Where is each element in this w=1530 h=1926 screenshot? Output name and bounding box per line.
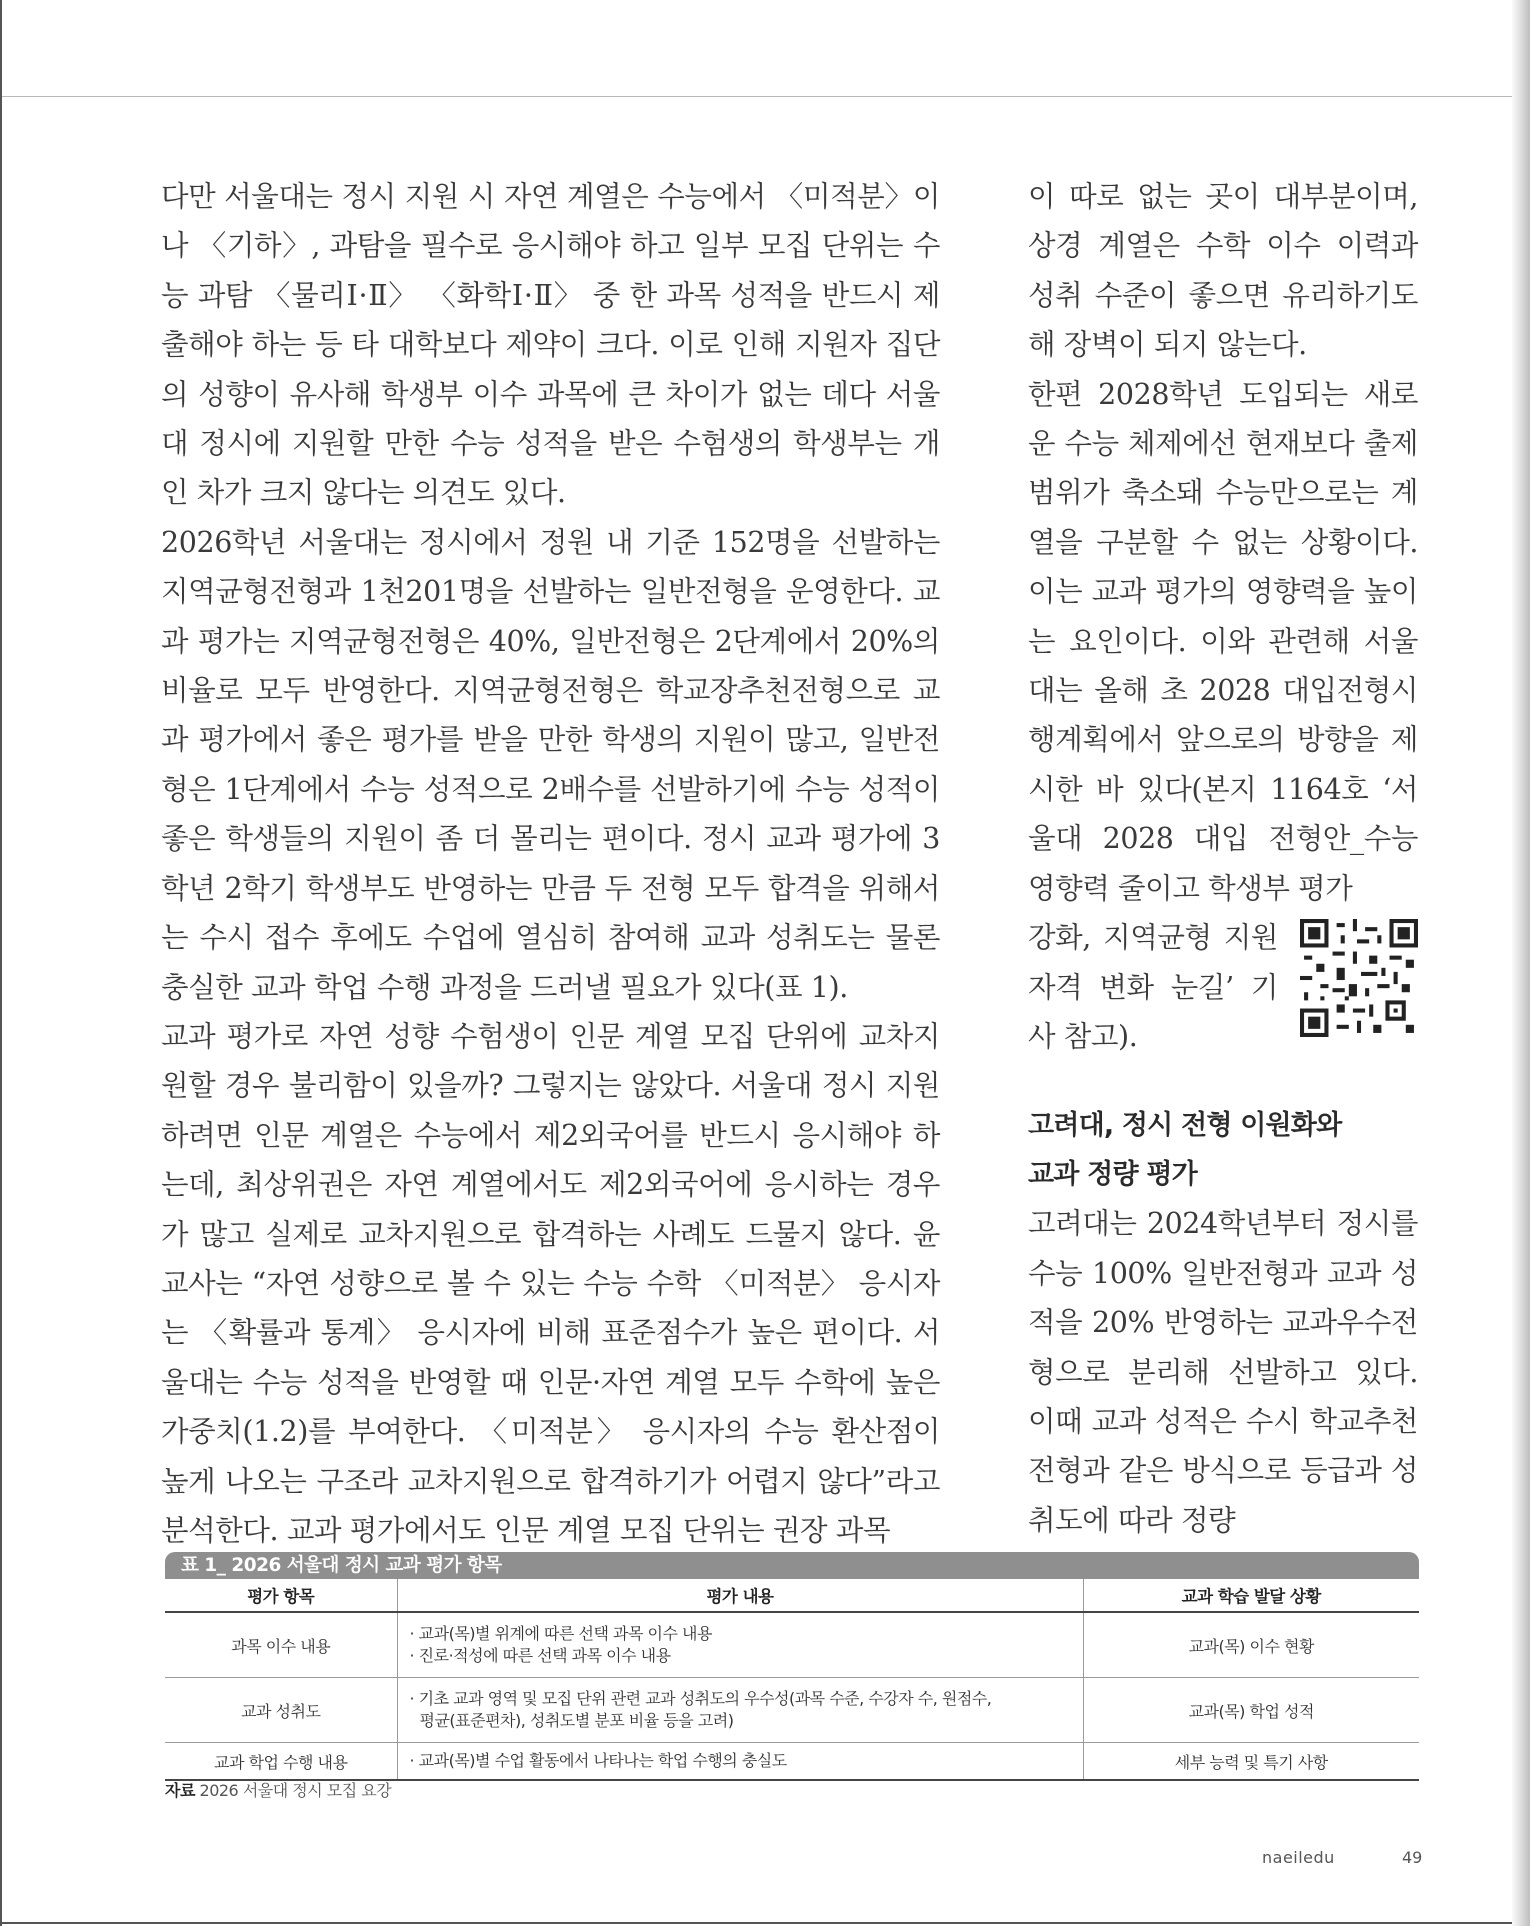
paragraph: 고려대는 2024학년부터 정시를 수능 100% 일반전형과 교과 성적을 20% 반영하는 교과우수전형으로 분리해 선발하고 있다. 이때 교과 성적은 수시 학교추천전형과 같은 방식으로 등급과 성취도에 따라 정량 bbox=[1028, 1207, 1418, 1537]
book-spine-shadow bbox=[1512, 0, 1530, 1926]
paragraph: 교과 평가로 자연 성향 수험생이 인문 계열 모집 단위에 교차지원할 경우 불리함이 있을까? 그렇지는 않았다. 서울대 정시 지원하려면 인문 계열은 수능에서 제2외국어를 반드시 응시해야 하는데, 최상위권은 자연 계열에서도 제2외국어에 응시하는 경우가 많고 실제로 교차지원으로 합격하는 사례도 드물지 않다. 윤 교사는 “자연 성향으로 볼 수 있는 수능 수학 〈미적분〉 응시자는 〈확률과 통계〉 응시자에 비해 표준점수가 높은 편이다. 서울대는 수능 성적을 반영할 때 인문·자연 계열 모두 수학에 높은 가중치(1.2)를 부여한다. 〈미적분〉 응시자의 수능 환산점이 높게 나오는 구조라 교차지원으로 합격하기가 어렵지 않다”라고 분석한다. 교과 평가에서도 인문 계열 모집 단위는 권장 과목 bbox=[161, 1019, 940, 1547]
footer-brand: naeiledu bbox=[1262, 1848, 1335, 1867]
qr-reference-block bbox=[1028, 913, 1418, 1061]
table-source bbox=[165, 1778, 391, 1801]
column-header: 평가 내용 bbox=[397, 1579, 1083, 1612]
header-rule bbox=[2, 96, 1512, 97]
column-header: 교과 학습 발달 상황 bbox=[1083, 1579, 1419, 1612]
table-cell-content bbox=[397, 1743, 1083, 1781]
table-cell-status: 교과(목) 이수 현황 bbox=[1083, 1612, 1419, 1678]
table-cell-status: 교과(목) 학업 성적 bbox=[1083, 1678, 1419, 1743]
subheading-line: 고려대, 정시 전형 이원화와 bbox=[1028, 1110, 1342, 1142]
paragraph: 2026학년 서울대는 정시에서 정원 내 기준 152명을 선발하는 지역균형전형과 1천201명을 선발하는 일반전형을 운영한다. 교과 평가는 지역균형전형은 40%, 일반전형은 2단계에서 20%의 비율로 모두 반영한다. 지역균형전형은 학교장추천전형으로 교과 평가에서 좋은 평가를 받을 만한 학생의 지원이 많고, 일반전형은 1단계에서 수능 성적으로 2배수를 선발하기에 수능 성적이 좋은 학생들의 지원이 좀 더 몰리는 편이다. 정시 교과 평가에 3학년 2학기 학생부도 반영하는 만큼 두 전형 모두 합격을 위해서는 수시 접수 후에도 수업에 열심히 참여해 교과 성취도는 물론 충실한 교과 학업 수행 과정을 드러낼 필요가 있다(표 1). bbox=[161, 525, 940, 1004]
paragraph: 강화, 지역균형 지원 자격 변화 눈길’ 기사 참고). bbox=[1028, 921, 1278, 1053]
page-border-bottom bbox=[0, 1922, 1530, 1924]
paragraph: 다만 서울대는 정시 지원 시 자연 계열은 수능에서 〈미적분〉이나 〈기하〉, 과탐을 필수로 응시해야 하고 일부 모집 단위는 수능 과탐 〈물리Ⅰ·Ⅱ〉 〈화학Ⅰ·Ⅱ〉 중 한 과목 성적을 반드시 제출해야 하는 등 타 대학보다 제약이 크다. 이로 인해 지원자 집단의 성향이 유사해 학생부 이수 과목에 큰 차이가 없는 데다 서울대 정시에 지원할 만한 수능 성적을 받은 수험생의 학생부는 개인 차가 크지 않다는 의견도 있다. bbox=[161, 180, 940, 510]
table-row bbox=[165, 1678, 1419, 1743]
table-cell-item: 교과 학업 수행 내용 bbox=[165, 1743, 397, 1781]
page-number: 49 bbox=[1402, 1848, 1423, 1867]
content-line: · 기초 교과 영역 및 모집 단위 관련 교과 성취도의 우수성(과목 수준, 수강자 수, 원점수, bbox=[409, 1689, 992, 1708]
table-cell-content bbox=[397, 1612, 1083, 1678]
table-row bbox=[165, 1612, 1419, 1678]
column-header: 평가 항목 bbox=[165, 1579, 397, 1612]
content-line: · 교과(목)별 위계에 따른 선택 과목 이수 내용 bbox=[409, 1624, 712, 1643]
table-header-row bbox=[165, 1579, 1419, 1612]
page-border-left bbox=[0, 0, 2, 1926]
paragraph: 한편 2028학년 도입되는 새로운 수능 체제에선 현재보다 출제 범위가 축소돼 수능만으로는 계열을 구분할 수 없는 상황이다. 이는 교과 평가의 영향력을 높이는 요인이다. 이와 관련해 서울대는 올해 초 2028 대입전형시행계획에서 앞으로의 방향을 제시한 바 있다(본지 1164호 ‘서울대 2028 대입 전형안_수능 영향력 줄이고 학생부 평가 bbox=[1028, 377, 1418, 905]
paragraph: 이 따로 없는 곳이 대부분이며, 상경 계열은 수학 이수 이력과 성취 수준이 좋으면 유리하기도 해 장벽이 되지 않는다. bbox=[1028, 180, 1418, 362]
table-title: 표 1_ 2026 서울대 정시 교과 평가 항목 bbox=[165, 1552, 1419, 1579]
content-line: · 교과(목)별 수업 활동에서 나타나는 학업 수행의 충실도 bbox=[409, 1751, 787, 1770]
section-subheading bbox=[1028, 1101, 1418, 1199]
article-left-column bbox=[161, 172, 940, 1555]
source-text: 2026 서울대 정시 모집 요강 bbox=[199, 1781, 392, 1800]
source-label: 자료 bbox=[165, 1781, 195, 1800]
content-line: 평균(표준편차), 성취도별 분포 비율 등을 고려) bbox=[419, 1711, 734, 1730]
evaluation-table bbox=[165, 1579, 1419, 1781]
qr-code-icon[interactable] bbox=[1300, 919, 1418, 1037]
table-cell-item: 과목 이수 내용 bbox=[165, 1612, 397, 1678]
content-line: · 진로·적성에 따른 선택 과목 이수 내용 bbox=[409, 1646, 671, 1665]
table-cell-content bbox=[397, 1678, 1083, 1743]
article-right-column bbox=[1028, 172, 1418, 1545]
subheading-line: 교과 정량 평가 bbox=[1028, 1159, 1197, 1191]
table-cell-status: 세부 능력 및 특기 사항 bbox=[1083, 1743, 1419, 1781]
table-cell-item: 교과 성취도 bbox=[165, 1678, 397, 1743]
table-row bbox=[165, 1743, 1419, 1781]
